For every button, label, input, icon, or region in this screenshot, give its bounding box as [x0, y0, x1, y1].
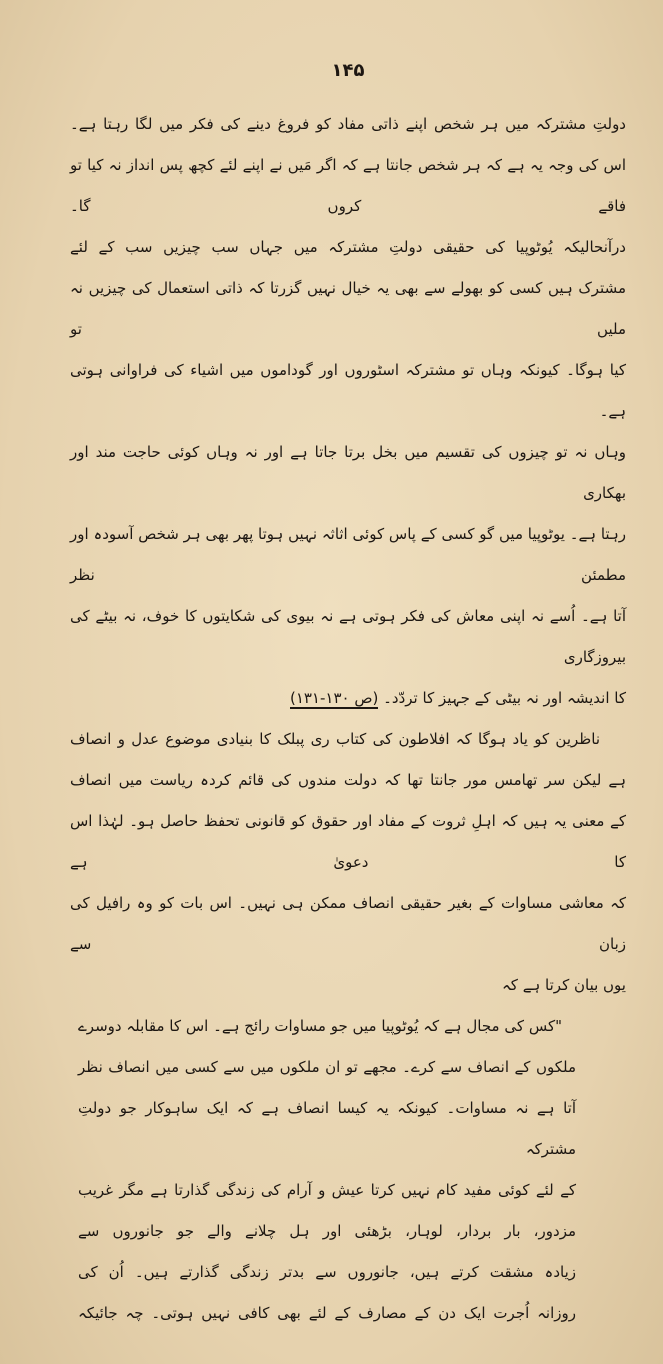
citation: (ص ۱۳۰-۱۳۱)	[289, 689, 379, 707]
text-line: اس کی وجہ یہ ہے کہ ہر شخص جانتا ہے کہ اگر مَیں نے اپنے لئے کچھ پس انداز نہ کیا تو فاقے کروں گا۔	[70, 156, 626, 215]
page-number: ۱۴۵	[331, 60, 365, 81]
text-line: یوں بیان کرتا ہے کہ	[502, 976, 626, 994]
quote-line: کے لئے کوئی مفید کام نہیں کرتا عیش و آرام کی زندگی گذارتا ہے مگر غریب	[78, 1181, 576, 1199]
text-line: ناظرین کو یاد ہوگا کہ افلاطون کی کتاب ری پبلک کا بنیادی موضوع عدل و انصاف	[70, 730, 600, 748]
quote-line: مزدور، بار بردار، لوہار، بڑھئی اور ہل چلانے والے جو جانوروں سے	[78, 1222, 576, 1240]
text-line: دولتِ مشترکہ میں ہر شخص اپنے ذاتی مفاد کو فروغ دینے کی فکر میں لگا رہتا ہے۔	[70, 115, 626, 133]
text-line: ہے لیکن سر تھامس مور جانتا تھا کہ دولت مندوں کی قائم کردہ ریاست میں انصاف	[70, 771, 626, 789]
text-line: آتا ہے۔ اُسے نہ اپنی معاش کی فکر ہوتی ہے نہ بیوی کی شکایتوں کا خوف، نہ بیٹے کی بیروزگاری	[70, 607, 626, 666]
text-line: مشترک ہیں کسی کو بھولے سے بھی یہ خیال نہیں گزرتا کہ ذاتی استعمال کی چیزیں نہ ملیں تو	[70, 279, 626, 338]
text-line: کہ معاشی مساوات کے بغیر حقیقی انصاف ممکن ہی نہیں۔ اس بات کو وہ رافیل کی زبان سے	[70, 894, 626, 953]
quote-line: آتا ہے نہ مساوات۔ کیونکہ یہ کیسا انصاف ہے کہ ایک ساہوکار جو دولتِ مشترکہ	[78, 1099, 576, 1158]
quote-line: "کس کی مجال ہے کہ یُوٹوپیا میں جو مساوات رائج ہے۔ اس کا مقابلہ دوسرے	[78, 1017, 562, 1035]
text-line: درآنحالیکہ یُوٹوپیا کی حقیقی دولتِ مشترکہ میں جہاں سب چیزیں سب کے لئے	[70, 238, 626, 256]
quote-line: زیادہ مشقت کرتے ہیں، جانوروں سے بدتر زندگی گذارتے ہیں۔ اُن کی	[78, 1263, 576, 1281]
paragraph-end: کا اندیشہ اور نہ بیٹی کے جہیز کا تردّد۔	[383, 689, 626, 707]
text-line: رہتا ہے۔ یوٹوپیا میں گو کسی کے پاس کوئی اثاثہ نہیں ہوتا پھر بھی ہر شخص آسودہ اور مطمئن نظر	[70, 525, 626, 584]
text-line: کے معنی یہ ہیں کہ اہلِ ثروت کے مفاد اور حقوق کو قانونی تحفظ حاصل ہو۔ لہٰذا اس کا دعویٰ ہے	[70, 812, 626, 871]
text-line: وہاں نہ تو چیزوں کی تقسیم میں بخل برتا جاتا ہے اور نہ وہاں کوئی حاجت مند اور بھکاری	[70, 443, 626, 502]
quote-line: روزانہ اُجرت ایک دن کے مصارف کے لئے بھی کافی نہیں ہوتی۔ چہ جائیکہ	[78, 1304, 576, 1322]
text-line: کیا ہوگا۔ کیونکہ وہاں تو مشترکہ اسٹوروں اور گوداموں میں اشیاء کی فراوانی ہوتی ہے۔	[70, 361, 626, 420]
quote-line: ملکوں کے انصاف سے کرے۔ مجھے تو ان ملکوں میں سے کسی میں انصاف نظر	[78, 1058, 576, 1076]
text-line	[70, 678, 626, 719]
